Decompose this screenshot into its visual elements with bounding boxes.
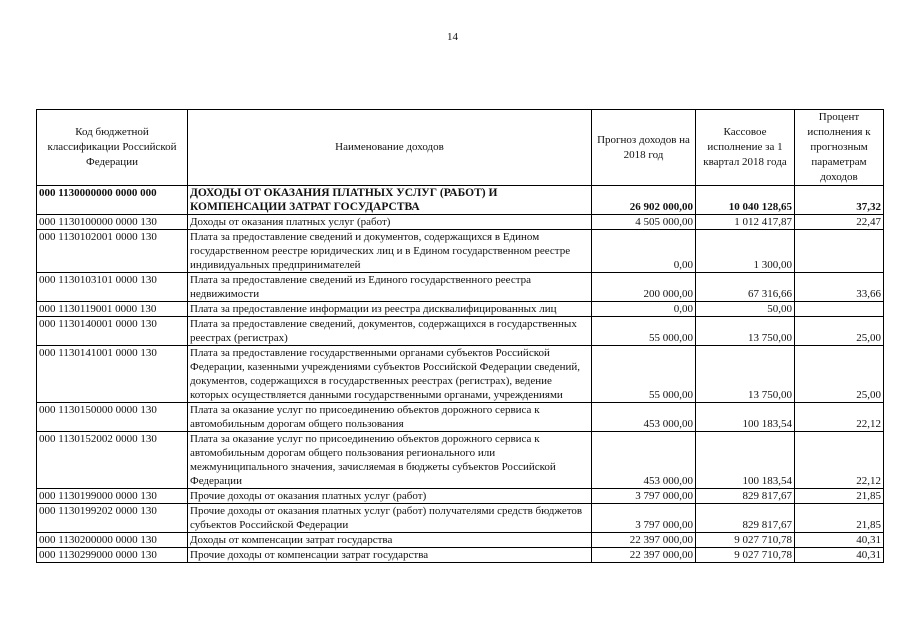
table-row — [37, 533, 884, 548]
cell-exec: 13 750,00 — [696, 317, 795, 346]
cell-exec: 9 027 710,78 — [696, 548, 795, 563]
cell-plan: 453 000,00 — [592, 432, 696, 489]
cell-plan: 22 397 000,00 — [592, 533, 696, 548]
cell-name: Плата за предоставление информации из реестра дисквалифицированных лиц — [188, 302, 592, 317]
cell-plan: 55 000,00 — [592, 317, 696, 346]
table-row — [37, 432, 884, 489]
cell-code: 000 1130119001 0000 130 — [37, 302, 188, 317]
table-row — [37, 548, 884, 563]
cell-name: Плата за оказание услуг по присоединению объектов дорожного сервиса к автомобильным дорогам общего пользования — [188, 403, 592, 432]
cell-name: Прочие доходы от оказания платных услуг (работ) получателями средств бюджетов субъектов Российской Федерации — [188, 504, 592, 533]
header-code: Код бюджетной классификации Российской Федерации — [37, 110, 188, 186]
cell-name: Плата за оказание услуг по присоединению объектов дорожного сервиса к автомобильным дорогам общего пользования регионального или межмуниципального значения, зачисляемая в бюджеты субъектов Российской Федерации — [188, 432, 592, 489]
cell-pct: 22,47 — [795, 215, 884, 230]
cell-plan: 0,00 — [592, 302, 696, 317]
cell-plan: 200 000,00 — [592, 273, 696, 302]
table-row — [37, 302, 884, 317]
cell-pct: 21,85 — [795, 489, 884, 504]
cell-pct: 21,85 — [795, 504, 884, 533]
cell-code: 000 1130299000 0000 130 — [37, 548, 188, 563]
cell-plan: 0,00 — [592, 230, 696, 273]
cell-plan: 26 902 000,00 — [592, 186, 696, 215]
cell-pct: 25,00 — [795, 317, 884, 346]
cell-name: Плата за предоставление сведений из Единого государственного реестра недвижимости — [188, 273, 592, 302]
cell-code: 000 1130150000 0000 130 — [37, 403, 188, 432]
cell-code: 000 1130140001 0000 130 — [37, 317, 188, 346]
cell-code: 000 1130152002 0000 130 — [37, 432, 188, 489]
table-body — [37, 186, 884, 563]
table-header-row — [37, 110, 884, 186]
table-row — [37, 230, 884, 273]
cell-exec: 1 012 417,87 — [696, 215, 795, 230]
cell-pct: 33,66 — [795, 273, 884, 302]
cell-plan: 55 000,00 — [592, 346, 696, 403]
cell-name: Прочие доходы от компенсации затрат государства — [188, 548, 592, 563]
cell-name: Прочие доходы от оказания платных услуг (работ) — [188, 489, 592, 504]
cell-code: 000 1130199000 0000 130 — [37, 489, 188, 504]
table-row — [37, 346, 884, 403]
revenue-table — [36, 109, 884, 563]
cell-exec: 67 316,66 — [696, 273, 795, 302]
cell-exec: 100 183,54 — [696, 432, 795, 489]
cell-pct: 40,31 — [795, 533, 884, 548]
cell-name: Плата за предоставление сведений и документов, содержащихся в Едином государственном реестре юридических лиц и в Едином государственном реестре индивидуальных предпринимателей — [188, 230, 592, 273]
cell-name: Плата за предоставление государственными органами субъектов Российской Федерации, казенными учреждениями субъектов Российской Федерации сведений, документов, содержащихся в государственных реестрах (регистрах), ведение которых осуществляется данными государственными органами, учреждениями — [188, 346, 592, 403]
cell-pct: 40,31 — [795, 548, 884, 563]
cell-code: 000 1130000000 0000 000 — [37, 186, 188, 215]
table-row — [37, 504, 884, 533]
cell-plan: 3 797 000,00 — [592, 489, 696, 504]
cell-plan: 22 397 000,00 — [592, 548, 696, 563]
table-row — [37, 186, 884, 215]
table-row — [37, 215, 884, 230]
cell-name: Доходы от компенсации затрат государства — [188, 533, 592, 548]
cell-exec: 829 817,67 — [696, 504, 795, 533]
cell-code: 000 1130199202 0000 130 — [37, 504, 188, 533]
page-number: 14 — [447, 31, 458, 43]
cell-code: 000 1130103101 0000 130 — [37, 273, 188, 302]
cell-name: ДОХОДЫ ОТ ОКАЗАНИЯ ПЛАТНЫХ УСЛУГ (РАБОТ) И КОМПЕНСАЦИИ ЗАТРАТ ГОСУДАРСТВА — [188, 186, 592, 215]
header-exec: Кассовое исполнение за 1 квартал 2018 года — [696, 110, 795, 186]
cell-exec: 50,00 — [696, 302, 795, 317]
cell-name: Плата за предоставление сведений, документов, содержащихся в государственных реестрах (регистрах) — [188, 317, 592, 346]
header-pct: Процент исполнения к прогнозным параметрам доходов — [795, 110, 884, 186]
cell-plan: 4 505 000,00 — [592, 215, 696, 230]
cell-exec: 829 817,67 — [696, 489, 795, 504]
header-name: Наименование доходов — [188, 110, 592, 186]
cell-pct: 25,00 — [795, 346, 884, 403]
cell-exec: 9 027 710,78 — [696, 533, 795, 548]
table-row — [37, 489, 884, 504]
cell-name: Доходы от оказания платных услуг (работ) — [188, 215, 592, 230]
cell-pct: 37,32 — [795, 186, 884, 215]
cell-code: 000 1130141001 0000 130 — [37, 346, 188, 403]
table-row — [37, 403, 884, 432]
cell-exec: 10 040 128,65 — [696, 186, 795, 215]
cell-exec: 1 300,00 — [696, 230, 795, 273]
cell-exec: 100 183,54 — [696, 403, 795, 432]
cell-plan: 3 797 000,00 — [592, 504, 696, 533]
cell-code: 000 1130102001 0000 130 — [37, 230, 188, 273]
cell-code: 000 1130100000 0000 130 — [37, 215, 188, 230]
cell-pct: 22,12 — [795, 432, 884, 489]
header-plan: Прогноз доходов на 2018 год — [592, 110, 696, 186]
cell-plan: 453 000,00 — [592, 403, 696, 432]
cell-pct: 22,12 — [795, 403, 884, 432]
cell-code: 000 1130200000 0000 130 — [37, 533, 188, 548]
cell-pct — [795, 302, 884, 317]
table-row — [37, 273, 884, 302]
cell-pct — [795, 230, 884, 273]
table-row — [37, 317, 884, 346]
cell-exec: 13 750,00 — [696, 346, 795, 403]
